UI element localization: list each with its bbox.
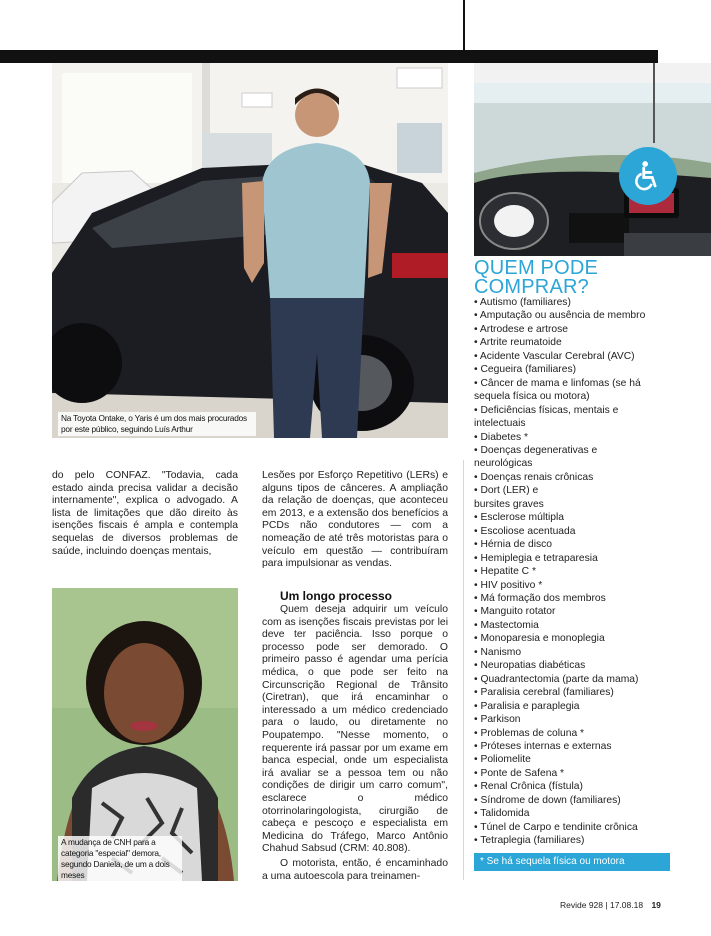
sidebar-title-line1: QUEM PODE [474,257,599,279]
page-footer [560,900,661,910]
section-heading: Um longo processo [280,589,393,603]
list-item: • Problemas de coluna * [474,727,585,739]
list-item: • Túnel de Carpo e tendinite crônica [474,821,638,833]
list-item: • Talidomida [474,808,530,820]
list-item: neurológicas [474,458,533,470]
list-item: • Deficiências físicas, mentais e [474,404,619,416]
list-item: • Acidente Vascular Cerebral (AVC) [474,350,635,362]
page-number: 19 [651,900,661,910]
list-item: • Poliomelite [474,754,531,766]
list-item: • HIV positivo * [474,579,543,591]
photo-car-interior [474,63,711,256]
list-item: • Renal Crônica (fístula) [474,781,583,793]
list-item: • Ponte de Safena * [474,767,565,779]
list-item: • Diabetes * [474,431,528,443]
footer-magazine: Revide 928 [560,900,604,910]
column-divider-top [463,0,465,50]
list-item: • Próteses internas e externas [474,740,612,752]
list-item: • Nanismo [474,646,522,658]
article-text-col2-top: Lesões por Esforço Repetitivo (LERs) e alguns tipos de cânceres. A ampliação da relação de doenças, que aconteceu em 2013, e a extensão dos benefícios a PCDs não condutores — com a nomeação de até três motoristas para o veículo em questão — contribuíram para impulsionar as vendas. [262,470,448,570]
list-item: • Artrodese e artrose [474,323,569,335]
list-item: • Doenças renais crônicas [474,471,594,483]
list-item: • Hérnia de disco [474,539,553,551]
list-item: • Amputação ou ausência de membro [474,310,646,322]
list-item: • Hemiplegia e tetraparesia [474,552,598,564]
footer-date: 17.08.18 [609,900,644,910]
article-text-col2-bottom: O motorista, então, é encaminhado a uma autoescola para treinamen- [262,858,448,882]
photo2-caption: A mudança de CNH para a categoria "especial" demora, segundo Daniela, de um a dois meses [58,836,182,882]
list-item: • Artrite reumatoide [474,337,562,349]
eligibility-list [474,296,711,848]
article-text-col1: do pelo CONFAZ. "Todavia, cada estado ainda precisa validar a decisão internamente", explica o advogado. A lista de limitações que dão direito às isenções fiscais é ampla e contempla sequelas de diversos problemas de saúde, incluindo doenças mentais, [52,470,238,557]
sidebar-title [474,259,704,297]
list-item: • Monoparesia e monoplegia [474,633,605,645]
list-item: • Parkison [474,714,521,726]
list-item: • Má formação dos membros [474,592,606,604]
article-text-col2-middle: Quem deseja adquirir um veículo com as isenções fiscais previstas por lei deve ter paciência. Isso porque o processo pode ser demorado. O primeiro passo é agendar uma perícia médica, o que pode ser feito na Circunscrição Regional de Trânsito (Ciretran), que irá encaminhar o interessado a um médico credenciado para o laudo, ou diretamente no Poupatempo. "Nesse momento, o requerente irá passar por um exame em banca especial, onde um especialista irá avaliar se a pessoa tem ou não condições de dirigir um carro comum", esclarece o médico otorrinolaringologista, cirurgião de cabeça e pescoço e especialista em Medicina do Tráfego, Marco Antônio Chahud Sabsud (CRM: 40.808). [262,604,448,855]
list-item: sequela física ou motora) [474,391,590,403]
list-item: • Esclerose múltipla [474,512,565,524]
photo1-caption: Na Toyota Ontake, o Yaris é um dos mais procurados por este público, seguindo Luís Arthur [58,412,256,436]
list-item: • Manguito rotator [474,606,556,618]
list-item: • Neuropatias diabéticas [474,660,586,672]
photo-man-with-car [52,63,448,438]
list-item: bursites graves [474,498,544,510]
list-item: • Paralisia e paraplegia [474,700,580,712]
list-item: • Doenças degenerativas e [474,444,598,456]
wheelchair-icon [619,147,677,205]
list-item: • Mastectomia [474,619,539,631]
list-item: • Câncer de mama e linfomas (se há [474,377,641,389]
list-item: intelectuais [474,418,526,430]
list-item: • Quadrantectomia (parte da mama) [474,673,639,685]
top-black-bar [0,50,658,63]
list-item: • Síndrome de down (familiares) [474,794,621,806]
list-item: • Paralisia cerebral (familiares) [474,687,614,699]
footer-separator: | [605,900,610,910]
column-divider [463,460,464,880]
list-item: • Cegueira (familiares) [474,364,577,376]
list-item: • Tetraplegia (familiares) [474,835,585,847]
footnote-bar: * Se há sequela física ou motora [474,853,670,871]
list-item: • Hepatite C * [474,566,536,578]
list-item: • Autismo (familiares) [474,297,571,308]
list-item: • Dort (LER) e [474,485,539,497]
list-item: • Escoliose acentuada [474,525,576,537]
sidebar-title-line2: COMPRAR? [474,276,589,298]
